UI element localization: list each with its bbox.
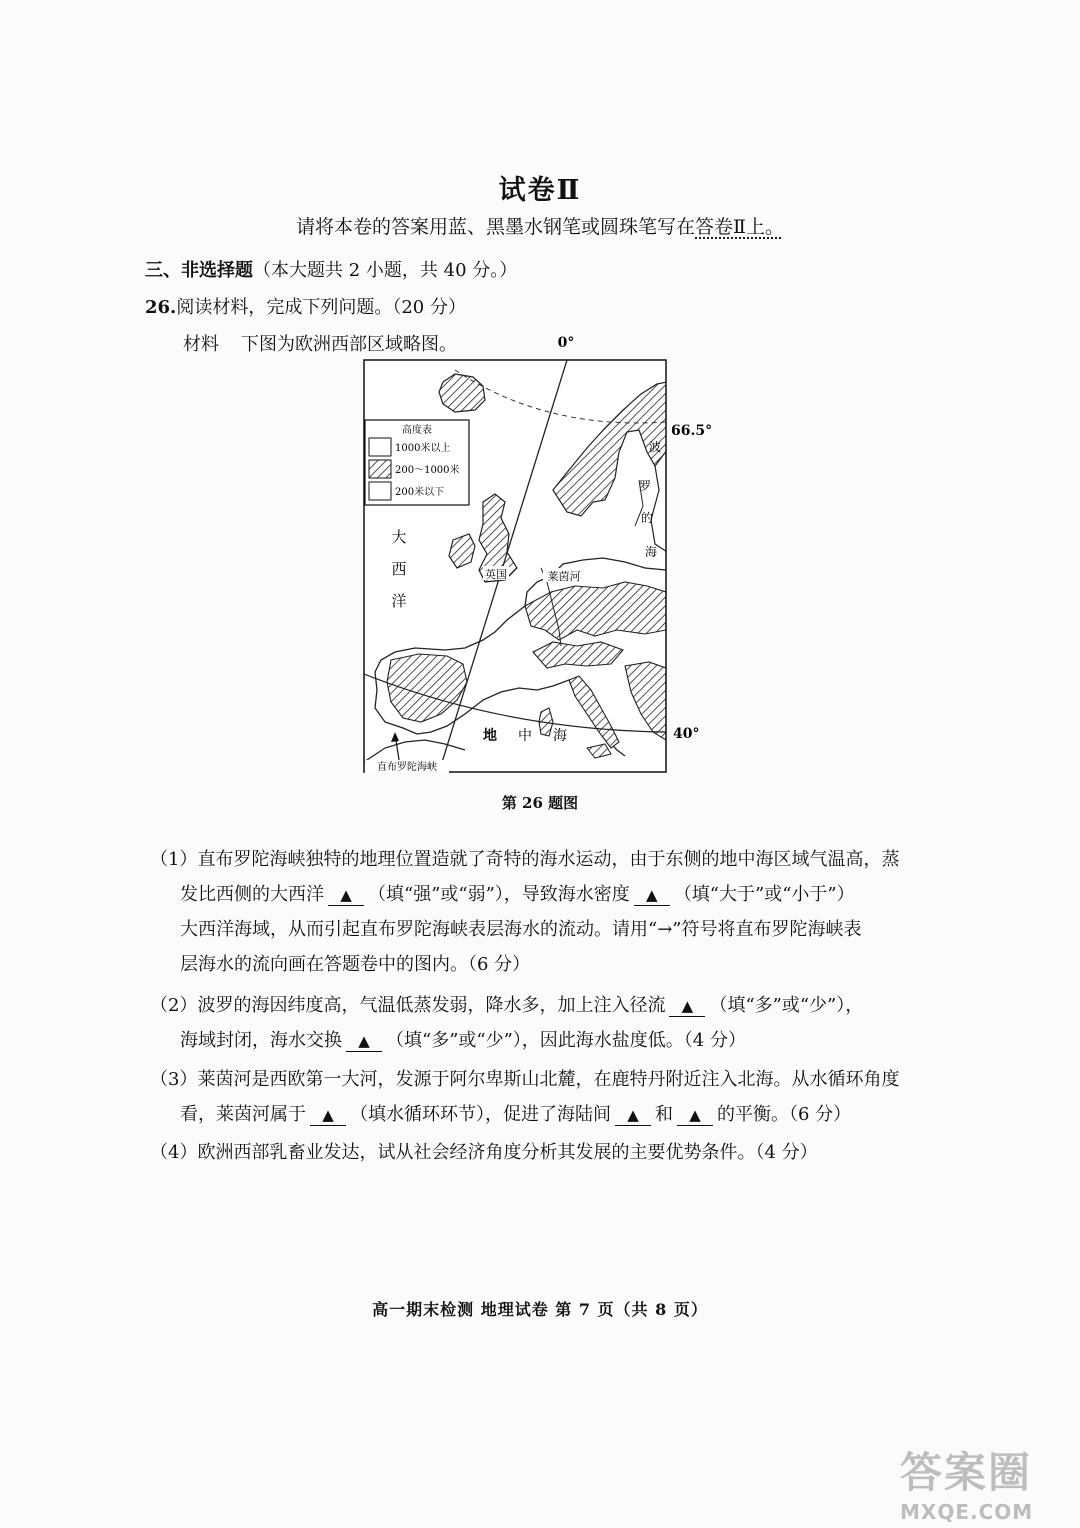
q3-text-d: 的平衡。（6 分） <box>717 1104 852 1125</box>
legend-item-high: 1000米以上 <box>395 443 451 454</box>
meridian-label: 0° <box>557 335 575 351</box>
answer-blank[interactable]: ▲ <box>677 1105 713 1126</box>
material-label: 材料 <box>183 334 219 355</box>
answer-blank[interactable]: ▲ <box>634 885 670 906</box>
europe-map <box>355 330 713 780</box>
q1-line-1: （1）直布罗陀海峡独特的地理位置造就了奇特的海水运动，由于东侧的地中海区域气温高，蒸 <box>150 849 900 870</box>
med-char-3: 海 <box>553 728 567 744</box>
atlantic-char-1: 大 <box>391 528 407 546</box>
baltic-char-2: 罗 <box>638 479 652 493</box>
answer-blank[interactable]: ▲ <box>328 885 364 906</box>
material-text: 下图为欧洲西部区域略图。 <box>241 334 457 355</box>
page-footer: 高一期末检测 地理试卷 第 7 页（共 8 页） <box>372 1300 708 1319</box>
q2-line-2 <box>150 1023 950 1058</box>
q1-text-a: 发比西侧的大西洋 <box>180 884 324 905</box>
q3-line-2 <box>150 1097 950 1132</box>
section-label: 三、非选择题 <box>145 260 253 281</box>
q3-text-b: （填水循环环节），促进了海陆间 <box>350 1104 611 1125</box>
figure-caption: 第 26 题图 <box>501 794 579 812</box>
answer-blank[interactable]: ▲ <box>669 996 705 1017</box>
answer-blank[interactable]: ▲ <box>615 1105 651 1126</box>
q1-text-b: （填“强”或“弱”），导致海水密度 <box>368 884 630 905</box>
watermark-url: MXQE.COM <box>900 1500 1034 1524</box>
q1-line-3: 大西洋海域，从而引起直布罗陀海峡表层海水的流动。请用“→”符号将直布罗陀海峡表 <box>180 919 862 940</box>
rhine-label: 莱茵河 <box>547 570 581 583</box>
legend-swatch-low <box>369 482 391 500</box>
answer-blank[interactable]: ▲ <box>310 1105 346 1126</box>
legend-item-mid: 200～1000米 <box>395 465 460 476</box>
uk-label: 英国 <box>485 568 507 581</box>
q2-text-c: 海域封闭，海水交换 <box>180 1030 342 1051</box>
q3-line-1: （3）莱茵河是西欧第一大河，发源于阿尔卑斯山北麓，在鹿特丹附近注入北海。从水循环角度 <box>150 1069 900 1090</box>
watermark-logo-text: 答案圈 <box>900 1448 1033 1497</box>
q1-text-c: （填“大于”或“小于”） <box>673 884 855 905</box>
instruction-dotted-text: 答卷Ⅱ上。 <box>695 216 784 238</box>
watermark <box>900 1440 1070 1524</box>
baltic-char-4: 海 <box>644 545 658 559</box>
q2-text-d: （填“多”或“少”），因此海水盐度低。（4 分） <box>386 1030 746 1051</box>
q2-text-b: （填“多”或“少”）， <box>709 995 864 1016</box>
question-text: 阅读材料，完成下列问题。（20 分） <box>176 297 466 318</box>
answer-instruction <box>0 212 1080 239</box>
legend-title: 高度表 <box>402 425 432 436</box>
legend-swatch-mid <box>369 460 391 478</box>
section-note: （本大题共 2 小题，共 40 分。） <box>253 260 518 281</box>
legend-swatch-high <box>369 438 391 456</box>
q1-line-2 <box>150 877 950 912</box>
latitude-40-label: 40° <box>673 726 700 742</box>
med-char-1: 地 <box>483 728 497 744</box>
baltic-char-1: 波 <box>648 440 662 454</box>
paper-title: 试卷Ⅱ <box>498 175 582 206</box>
atlantic-char-2: 西 <box>391 560 407 578</box>
baltic-char-3: 的 <box>640 511 654 525</box>
question-number: 26. <box>145 297 177 318</box>
gibraltar-label: 直布罗陀海峡 <box>377 762 437 773</box>
q3-text-c: 和 <box>655 1104 673 1125</box>
question-3 <box>150 1062 950 1132</box>
atlantic-char-3: 洋 <box>391 592 407 610</box>
q3-text-a: 看，莱茵河属于 <box>180 1104 306 1125</box>
arctic-latitude-label: 66.5° <box>671 423 713 439</box>
question-4 <box>150 1135 950 1170</box>
question-26-heading <box>145 293 466 319</box>
q2-text-a: （2）波罗的海因纬度高，气温低蒸发弱，降水多，加上注入径流 <box>150 995 666 1016</box>
q4-line-1: （4）欧洲西部乳畜业发达，试从社会经济角度分析其发展的主要优势条件。（4 分） <box>150 1142 818 1163</box>
section-heading <box>145 256 517 282</box>
elevation-legend <box>365 420 469 505</box>
answer-blank[interactable]: ▲ <box>346 1031 382 1052</box>
alps-shape <box>533 642 623 668</box>
med-char-2: 中 <box>518 728 532 744</box>
instruction-text: 请将本卷的答案用蓝、黑墨水钢笔或圆珠笔写在 <box>296 216 696 238</box>
question-1 <box>150 842 950 982</box>
question-2 <box>150 988 950 1058</box>
legend-item-low: 200米以下 <box>395 487 445 498</box>
q1-line-4: 层海水的流向画在答题卷中的图内。（6 分） <box>180 954 531 975</box>
q2-line-1 <box>150 988 950 1023</box>
